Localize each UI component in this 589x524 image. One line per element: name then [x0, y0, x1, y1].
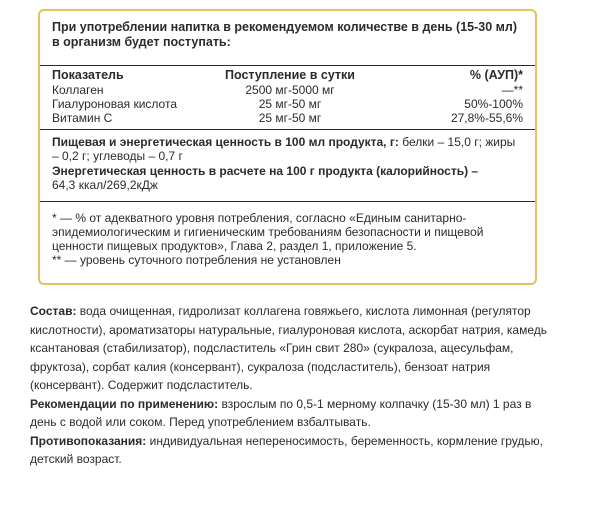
composition-block: [30, 302, 560, 469]
contra-text: индивидуальная непереносимость, беременность, кормление грудью, детский возраст.: [30, 433, 543, 466]
divider: [40, 201, 535, 202]
footnotes: [52, 211, 523, 267]
nutrition-value: Пищевая и энергетическая ценность в 100 мл продукта, г: белки – 15,0 г; жиры – 0,2 г; углеводы – 0,7 г: [52, 135, 516, 163]
footnote: * — % от адекватного уровня потребления, согласно «Единым санитарно-эпидемиологическим и гигиеническим требованиям безопасности и пищевой ценности пищевых продуктов», Глава 2, раздел 1, приложение 5.: [52, 211, 484, 253]
composition-label: Состав:: [30, 304, 77, 318]
energy-value: Энергетическая ценность в расчете на 100 г продукта (калорийность) – 64,3 ккал/269,2кДж: [52, 164, 479, 192]
usage-label: Рекомендации по применению:: [30, 396, 219, 411]
footnote: ** — уровень суточного потребления не установлен: [52, 253, 341, 267]
contra-label: Противопоказания:: [30, 433, 147, 448]
usage-text: взрослым по 0,5-1 мерному колпачку (15-30 мл) 1 раз в день с водой или соком. Перед употреблением взбалтывать.: [30, 396, 532, 429]
header-indicator: Показатель: [52, 68, 124, 82]
composition-text: вода очищенная, гидролизат коллагена говяжьего, кислота лимонная (регулятор кислотности), ароматизаторы натуральные, гиалуроновая кислота, аскорбат натрия, камедь ксантановая (стабилизатор), подсластитель «Грин свит 280» (сукралоза, ацесульфам, фруктоза), сорбат калия (консервант), сукралоза (подсластитель), бензоат натрия (консервант). Содержит подсластитель.: [30, 304, 547, 392]
header-daily-intake: Поступление в сутки: [224, 68, 355, 82]
nutrition-info-box: [38, 9, 537, 285]
divider: [40, 65, 535, 66]
table-row: Гиалуроновая кислота 25 мг-50 мг 50%-100%: [52, 97, 523, 111]
header-percent: % (АУП)*: [469, 68, 523, 82]
divider: [40, 129, 535, 130]
intro-title: При употреблении напитка в рекомендуемом количестве в день (15-30 мл) в организм будет поступать:: [52, 20, 518, 49]
table-header: [52, 68, 523, 82]
table-row: Витамин С 25 мг-50 мг 27,8%-55,6%: [52, 111, 523, 125]
table-row: Коллаген 2500 мг-5000 мг —**: [52, 83, 523, 97]
